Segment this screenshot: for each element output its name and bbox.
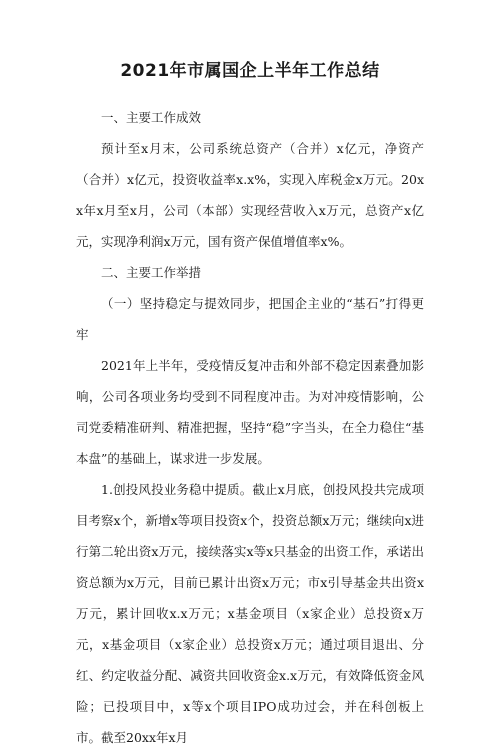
subsection-heading: （一）坚持稳定与提效同步，把国企主业的“基石”打得更牢 [76,296,424,342]
section-heading: 一、主要工作成效 [101,110,202,125]
body-paragraph: 2021年上半年，受疫情反复冲击和外部不稳定因素叠加影响，公司各项业务均受到不同程度冲击。为对冲疫情影响，公司党委精准研判、精准把握，坚持“稳”字当头，在全力稳住“基本盘”的基础上，谋求进一步发展。 [76,358,424,466]
body-paragraph: 预计至x月末，公司系统总资产（合并）x亿元，净资产（合并）x亿元，投资收益率x.x%，实现入库税金x万元。20xx年x月至x月，公司（本部）实现经营收入x万元，总资产x亿元，实现净利润x万元，国有资产保值增值率x%。 [76,141,424,249]
section-heading: 二、主要工作举措 [101,265,202,280]
body-paragraph: 1.创投风投业务稳中提质。截止x月底，创投风投共完成项目考察x个，新增x等项目投资x个，投资总额x万元；继续向x进行第二轮出资x万元，接续落实x等x只基金的出资工作，承诺出资总额为x万元，目前已累计出资x万元；市x引导基金共出资x万元，累计回收x.x万元；x基金项目（x家企业）总投资x万元，x基金项目（x家企业）总投资x万元；通过项目退出、分红、约定收益分配、减资共回收资金x.x万元，有效降低资金风险；已投项目中，x等x个项目IPO成功过会，并在科创板上市。截至20xx年x月 [76,482,424,745]
document-title: 2021年市属国企上半年工作总结 [120,61,380,81]
